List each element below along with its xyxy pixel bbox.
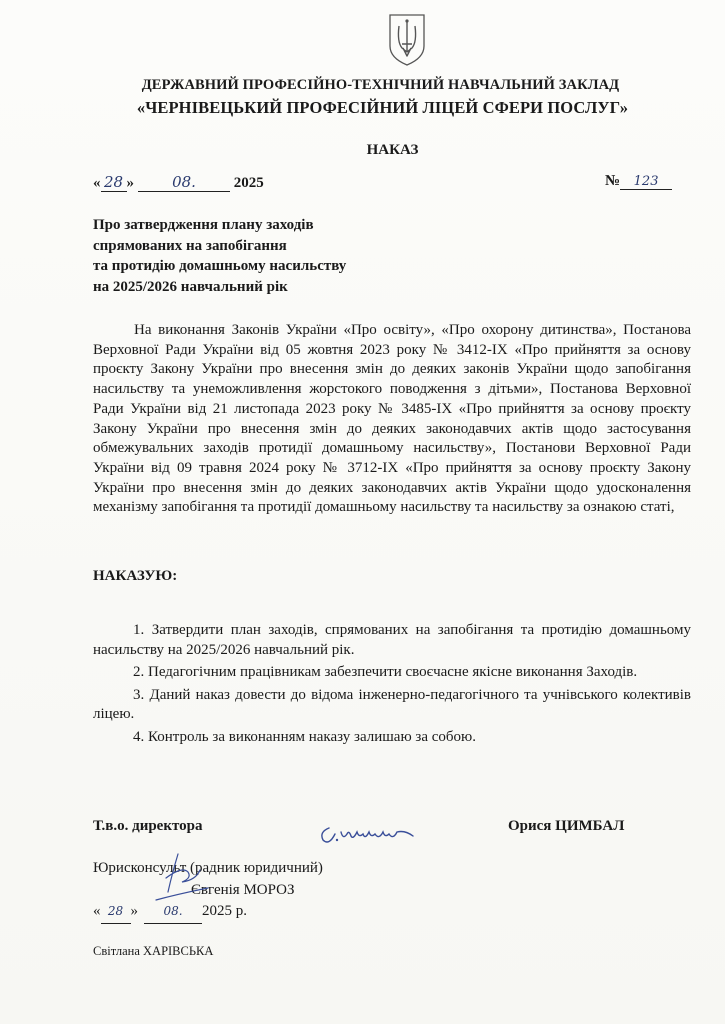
subject-line: Про затвердження плану заходів — [93, 217, 314, 233]
signatory-role: Т.в.о. директора — [93, 818, 203, 834]
order-subject — [93, 215, 346, 297]
order-item: 1. Затвердити план заходів, спрямованих на запобігання та протидію домашньому насильству на 2025/2026 навчальний рік. — [93, 622, 691, 658]
date-close-quote: » — [126, 175, 134, 191]
lawyer-date-close: » — [130, 903, 138, 919]
lawyer-name: Євгенія МОРОЗ — [191, 881, 295, 898]
signatory-name: Орися ЦИМБАЛ — [508, 818, 625, 834]
lawyer-handwritten-signature — [148, 848, 218, 908]
document-title: НАКАЗ — [366, 142, 419, 158]
director-handwritten-signature — [315, 818, 425, 852]
lawyer-date-month: 08. — [144, 901, 202, 924]
lawyer-position: Юрисконсульт (радник юридичний) — [93, 860, 323, 876]
order-date — [93, 173, 264, 192]
command-heading: НАКАЗУЮ: — [93, 568, 178, 584]
order-item: 4. Контроль за виконанням наказу залишаю за собою. — [133, 728, 476, 745]
lawyer-date-year: 2025 р. — [202, 903, 247, 919]
date-year: 2025 — [233, 175, 264, 191]
subject-line: спрямованих на запобігання — [93, 237, 287, 254]
preamble-text: На виконання Законів України «Про освіту», «Про охорону дитинства», Постанова Верховної Ради України від 05 жовтня 2023 року № 3412-IX «Про прийняття за основу проєкту Закону України про внесення змін до деяких законів України щодо запобігання насильству та унеможливлення жорстокого поводження з дітьми», Постанова Верховної Ради України від 21 листопада 2023 року № 3485-IX «Про прийняття за основу проєкту Закону України про внесення змін до деяких законодавчих актів щодо застосування обмежувальних заходів протидії домашньому насильству», Постанови Верховної Ради України від 09 травня 2024 року № 3712-IX «Про прийняття за основу проєкту Закону України про внесення змін до деяких законодавчих актів України щодо удосконалення механізму запобігання та протидії домашньому насильству та насильству за ознакою статі, — [93, 322, 691, 516]
date-day: 28 — [101, 173, 127, 192]
institution-type: ДЕРЖАВНИЙ ПРОФЕСІЙНО-ТЕХНІЧНИЙ НАВЧАЛЬНИЙ ЗАКЛАД — [141, 77, 620, 93]
executor-name: Світлана ХАРІВСЬКА — [93, 944, 214, 958]
lawyer-date-open: « — [93, 903, 101, 919]
subject-line: на 2025/2026 навчальний рік — [93, 278, 288, 295]
number-value: 123 — [620, 174, 672, 190]
order-number — [605, 173, 672, 190]
subject-line: та протидію домашньому насильству — [93, 258, 347, 274]
order-items — [93, 621, 691, 750]
trident-icon — [382, 12, 432, 68]
number-label: № — [605, 173, 621, 189]
order-item: 3. Даний наказ довести до відома інженерно-педагогічного та учнівського колективів ліцею. — [93, 686, 691, 722]
institution-name: «ЧЕРНІВЕЦЬКИЙ ПРОФЕСІЙНИЙ ЛІЦЕЙ СФЕРИ ПОСЛУГ» — [136, 98, 629, 117]
lawyer-date-day: 28 — [101, 901, 131, 924]
date-open-quote: « — [93, 175, 101, 191]
preamble — [93, 321, 691, 518]
date-month: 08. — [138, 173, 230, 192]
order-item: 2. Педагогічним працівникам забезпечити своєчасне якісне виконання Заходів. — [133, 664, 638, 680]
